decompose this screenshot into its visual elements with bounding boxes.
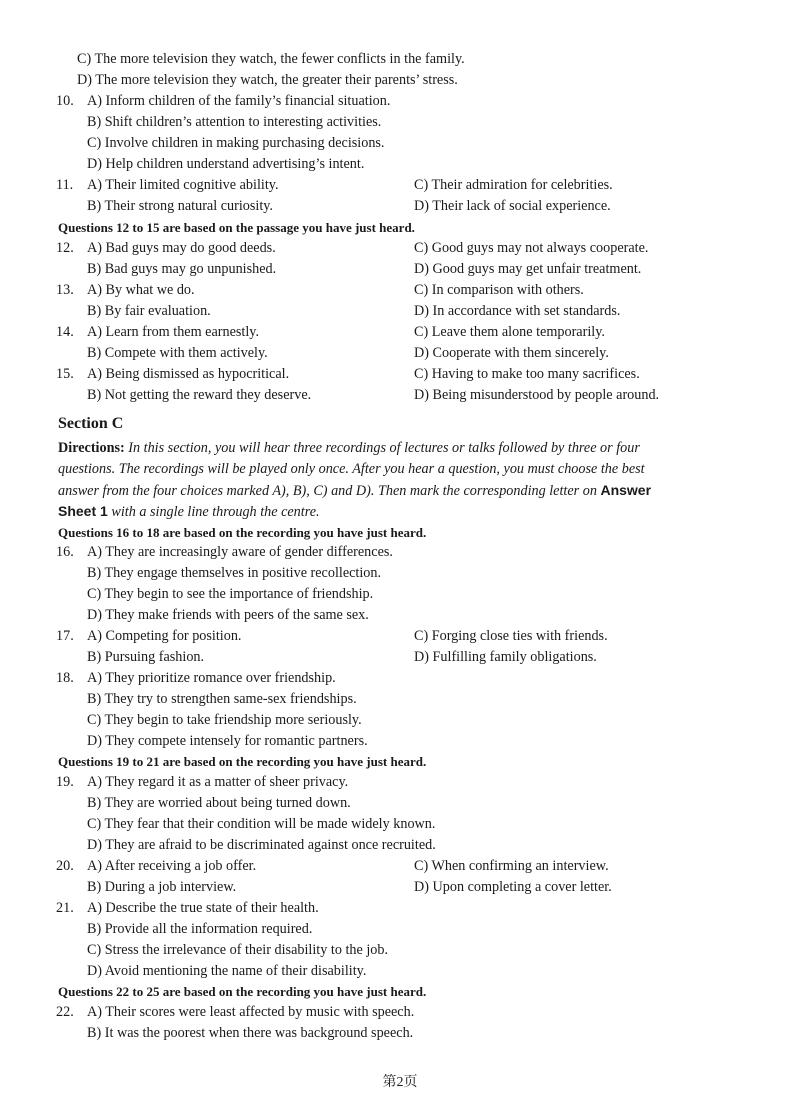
directions-line-2: questions. The recordings will be played only once. After you hear a question, you must choose the best xyxy=(58,461,645,477)
q17-option-a: A) Competing for position. xyxy=(87,628,242,644)
q14-number: 14. xyxy=(56,324,74,340)
directions-label: Directions: xyxy=(58,440,125,456)
question-group-header: Questions 22 to 25 are based on the recording you have just heard. xyxy=(58,984,427,999)
q11-option-a: A) Their limited cognitive ability. xyxy=(87,177,279,193)
q20-option-c: C) When confirming an interview. xyxy=(414,858,609,874)
q11-number: 11. xyxy=(56,177,74,193)
q18-number: 18. xyxy=(56,670,74,686)
q17-option-d: D) Fulfilling family obligations. xyxy=(414,649,597,665)
q10-option-d: D) Help children understand advertising’s intent. xyxy=(87,156,365,172)
q10-option-a: A) Inform children of the family’s financial situation. xyxy=(87,93,391,109)
q15-option-a: A) Being dismissed as hypocritical. xyxy=(87,366,290,382)
q15-option-d: D) Being misunderstood by people around. xyxy=(414,387,660,403)
directions-line-3 xyxy=(58,481,651,500)
q16-option-c: C) They begin to see the importance of friendship. xyxy=(87,586,374,602)
directions-text-3: answer from the four choices marked A), B), C) and D). Then mark the corresponding letter on xyxy=(58,483,597,499)
page-number: 第2页 xyxy=(382,1075,418,1090)
q19-number: 19. xyxy=(56,774,74,790)
q22-option-b: B) It was the poorest when there was background speech. xyxy=(87,1025,414,1041)
q13-number: 13. xyxy=(56,282,74,298)
q19-option-d: D) They are afraid to be discriminated against once recruited. xyxy=(87,837,436,853)
sheet-word: Sheet 1 xyxy=(58,503,108,519)
q21-option-d: D) Avoid mentioning the name of their disability. xyxy=(87,963,367,979)
q16-option-a: A) They are increasingly aware of gender differences. xyxy=(87,544,393,560)
q20-number: 20. xyxy=(56,858,74,874)
q21-number: 21. xyxy=(56,900,74,916)
q12-option-a: A) Bad guys may do good deeds. xyxy=(87,240,276,256)
q19-option-b: B) They are worried about being turned down. xyxy=(87,795,351,811)
q22-option-a: A) Their scores were least affected by music with speech. xyxy=(87,1004,415,1020)
directions-line-4 xyxy=(58,502,320,521)
q11-option-d: D) Their lack of social experience. xyxy=(414,198,611,214)
q22-number: 22. xyxy=(56,1004,74,1020)
q10-number: 10. xyxy=(56,93,74,109)
q15-option-b: B) Not getting the reward they deserve. xyxy=(87,387,312,403)
directions-line-1 xyxy=(58,439,640,457)
q13-option-c: C) In comparison with others. xyxy=(414,282,584,298)
q18-option-b: B) They try to strengthen same-sex friendships. xyxy=(87,691,357,707)
question-group-header: Questions 16 to 18 are based on the recording you have just heard. xyxy=(58,525,427,540)
q14-option-b: B) Compete with them actively. xyxy=(87,345,268,361)
q18-option-a: A) They prioritize romance over friendship. xyxy=(87,670,336,686)
question-group-header: Questions 19 to 21 are based on the recording you have just heard. xyxy=(58,754,427,769)
q10-option-c: C) Involve children in making purchasing decisions. xyxy=(87,135,385,151)
q9-option-d: D) The more television they watch, the greater their parents’ stress. xyxy=(77,72,458,88)
directions-text-1: In this section, you will hear three recordings of lectures or talks followed by three or four xyxy=(128,440,640,456)
q19-option-c: C) They fear that their condition will be made widely known. xyxy=(87,816,436,832)
q12-number: 12. xyxy=(56,240,74,256)
q11-option-c: C) Their admiration for celebrities. xyxy=(414,177,613,193)
q17-option-b: B) Pursuing fashion. xyxy=(87,649,205,665)
q11-option-b: B) Their strong natural curiosity. xyxy=(87,198,273,214)
q12-option-b: B) Bad guys may go unpunished. xyxy=(87,261,277,277)
section-title: Section C xyxy=(58,415,124,432)
q14-option-d: D) Cooperate with them sincerely. xyxy=(414,345,609,361)
q17-option-c: C) Forging close ties with friends. xyxy=(414,628,608,644)
q21-option-a: A) Describe the true state of their health. xyxy=(87,900,319,916)
q14-option-a: A) Learn from them earnestly. xyxy=(87,324,260,340)
q19-option-a: A) They regard it as a matter of sheer privacy. xyxy=(87,774,349,790)
q20-option-d: D) Upon completing a cover letter. xyxy=(414,879,612,895)
q14-option-c: C) Leave them alone temporarily. xyxy=(414,324,605,340)
q21-option-c: C) Stress the irrelevance of their disability to the job. xyxy=(87,942,389,958)
answer-word: Answer xyxy=(600,482,652,498)
q20-option-a: A) After receiving a job offer. xyxy=(87,858,257,874)
q13-option-a: A) By what we do. xyxy=(87,282,195,298)
q18-option-d: D) They compete intensely for romantic partners. xyxy=(87,733,368,749)
q16-option-d: D) They make friends with peers of the same sex. xyxy=(87,607,369,623)
q12-option-c: C) Good guys may not always cooperate. xyxy=(414,240,649,256)
question-group-header: Questions 12 to 15 are based on the passage you have just heard. xyxy=(58,220,415,235)
q18-option-c: C) They begin to take friendship more seriously. xyxy=(87,712,362,728)
q12-option-d: D) Good guys may get unfair treatment. xyxy=(414,261,642,277)
q10-option-b: B) Shift children’s attention to interesting activities. xyxy=(87,114,382,130)
directions-text-4: with a single line through the centre. xyxy=(111,504,320,520)
q15-number: 15. xyxy=(56,366,74,382)
q16-option-b: B) They engage themselves in positive recollection. xyxy=(87,565,382,581)
q20-option-b: B) During a job interview. xyxy=(87,879,237,895)
q13-option-b: B) By fair evaluation. xyxy=(87,303,211,319)
q17-number: 17. xyxy=(56,628,74,644)
q16-number: 16. xyxy=(56,544,74,560)
q15-option-c: C) Having to make too many sacrifices. xyxy=(414,366,640,382)
q13-option-d: D) In accordance with set standards. xyxy=(414,303,621,319)
q21-option-b: B) Provide all the information required. xyxy=(87,921,313,937)
q9-option-c: C) The more television they watch, the fewer conflicts in the family. xyxy=(77,51,465,67)
